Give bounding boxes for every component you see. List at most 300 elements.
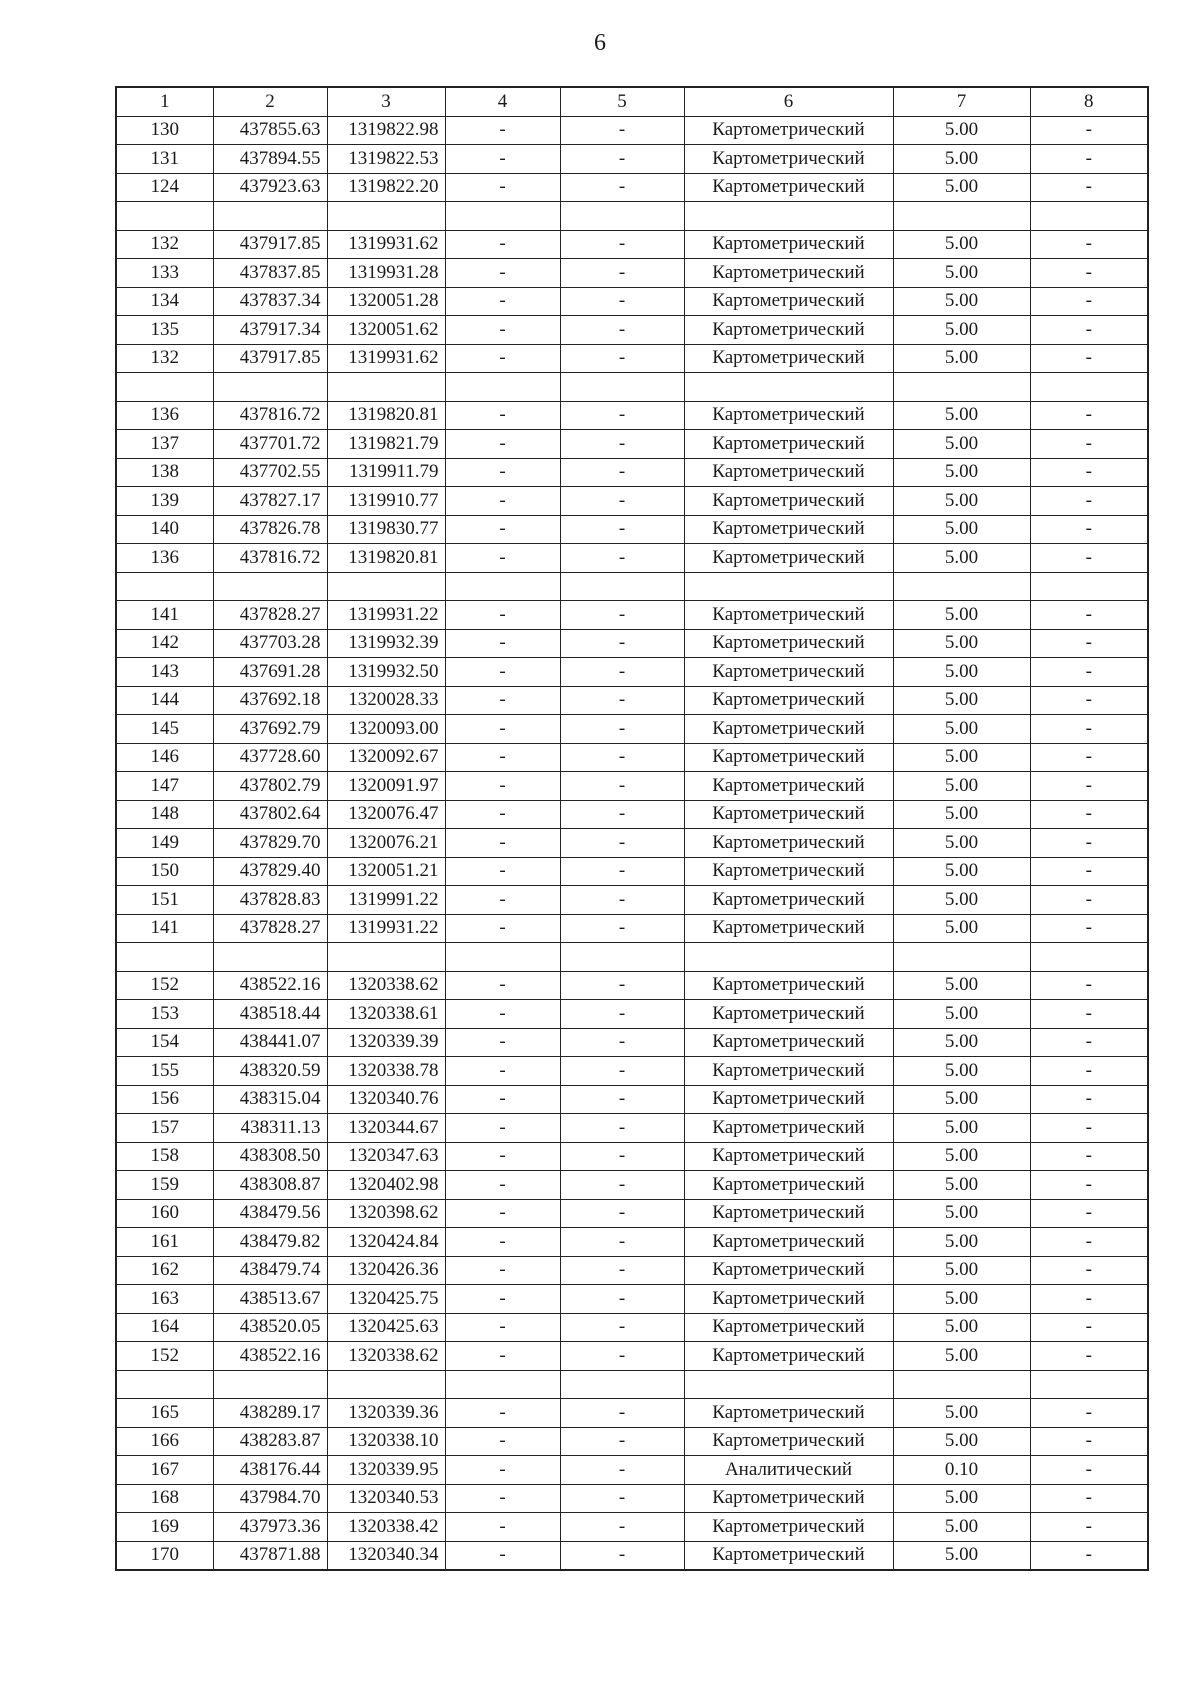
table-cell: 131 [116,145,213,174]
table-cell: Картометрический [684,629,893,658]
table-row [116,686,1148,715]
column-header: 6 [684,87,893,116]
table-cell: - [445,715,560,744]
table-cell: 5.00 [893,658,1030,687]
table-cell: 438320.59 [213,1057,327,1086]
table-cell-empty [327,572,445,601]
table-cell: 5.00 [893,800,1030,829]
table-cell: 153 [116,1000,213,1029]
table-cell: Картометрический [684,886,893,915]
table-cell: - [560,1342,684,1371]
column-header: 5 [560,87,684,116]
table-cell: 1320028.33 [327,686,445,715]
table-cell-empty [1030,202,1148,231]
table-cell: 5.00 [893,259,1030,288]
table-cell-empty [684,943,893,972]
table-cell: 1320051.21 [327,857,445,886]
table-cell: 142 [116,629,213,658]
table-cell: 166 [116,1427,213,1456]
table-cell: 1319822.53 [327,145,445,174]
table-cell: 5.00 [893,1256,1030,1285]
table-cell: - [560,116,684,145]
table-cell: 159 [116,1171,213,1200]
table-cell: Картометрический [684,230,893,259]
table-cell: - [445,629,560,658]
table-row [116,829,1148,858]
table-cell-empty [327,1370,445,1399]
table-row [116,1513,1148,1542]
table-cell: - [445,430,560,459]
table-cell: Картометрический [684,344,893,373]
table-row [116,1028,1148,1057]
table-cell: 136 [116,401,213,430]
table-cell: - [1030,886,1148,915]
table-cell: 140 [116,515,213,544]
table-row [116,515,1148,544]
table-cell: 438518.44 [213,1000,327,1029]
table-cell: - [445,287,560,316]
table-cell: Картометрический [684,715,893,744]
table-cell: 148 [116,800,213,829]
table-cell: - [560,715,684,744]
table-cell: - [1030,829,1148,858]
table-cell: - [1030,1456,1148,1485]
table-cell: Картометрический [684,1313,893,1342]
table-cell: - [560,1456,684,1485]
table-cell-empty [1030,943,1148,972]
table-cell: - [560,458,684,487]
table-cell: - [445,1484,560,1513]
table-cell: - [445,1142,560,1171]
table-separator-row [116,572,1148,601]
table-cell: - [1030,1199,1148,1228]
table-cell: Картометрический [684,1199,893,1228]
table-cell: 1319820.81 [327,544,445,573]
table-cell: 5.00 [893,287,1030,316]
table-cell: - [445,116,560,145]
table-cell: - [445,230,560,259]
table-cell: Картометрический [684,800,893,829]
table-cell: 1320347.63 [327,1142,445,1171]
table-cell: 438522.16 [213,971,327,1000]
table-cell: 1319910.77 [327,487,445,516]
table-row [116,772,1148,801]
table-row [116,715,1148,744]
table-row [116,1085,1148,1114]
table-cell: 438308.87 [213,1171,327,1200]
table-cell: 141 [116,914,213,943]
table-cell: - [560,658,684,687]
column-header: 1 [116,87,213,116]
table-cell: 5.00 [893,173,1030,202]
table-cell: 437829.40 [213,857,327,886]
table-cell: 5.00 [893,487,1030,516]
table-cell: - [560,1057,684,1086]
table-cell: 1320338.61 [327,1000,445,1029]
table-cell: - [560,1085,684,1114]
table-row [116,1114,1148,1143]
table-cell: 138 [116,458,213,487]
table-cell: - [1030,1399,1148,1428]
table-cell: 437692.18 [213,686,327,715]
table-row [116,1256,1148,1285]
table-cell: - [445,259,560,288]
table-cell: Картометрический [684,1000,893,1029]
table-cell: Картометрический [684,857,893,886]
table-cell-empty [684,1370,893,1399]
table-cell: Картометрический [684,1171,893,1200]
table-cell: - [560,430,684,459]
table-cell: Картометрический [684,487,893,516]
table-cell: 5.00 [893,1171,1030,1200]
table-cell: 5.00 [893,772,1030,801]
table-cell: - [560,1541,684,1570]
table-cell: 162 [116,1256,213,1285]
table-cell: 1320051.28 [327,287,445,316]
table-cell: - [560,1228,684,1257]
table-cell: - [1030,515,1148,544]
table-cell-empty [213,1370,327,1399]
table-cell: - [1030,715,1148,744]
table-cell: 5.00 [893,686,1030,715]
table-cell: - [1030,259,1148,288]
table-cell-empty [116,202,213,231]
table-cell: 438479.56 [213,1199,327,1228]
table-cell: 1320425.75 [327,1285,445,1314]
table-cell: Картометрический [684,544,893,573]
table-cell: - [445,829,560,858]
table-cell: 0.10 [893,1456,1030,1485]
table-cell: 135 [116,316,213,345]
table-cell: 5.00 [893,1142,1030,1171]
table-cell-empty [560,373,684,402]
table-cell: 160 [116,1199,213,1228]
table-cell: - [445,1256,560,1285]
table-cell: 5.00 [893,1427,1030,1456]
table-cell: 5.00 [893,1313,1030,1342]
table-cell: - [445,1228,560,1257]
table-cell: 1320339.95 [327,1456,445,1485]
table-cell-empty [327,373,445,402]
table-cell: 5.00 [893,1513,1030,1542]
table-cell: 1320398.62 [327,1199,445,1228]
table-cell: 438315.04 [213,1085,327,1114]
table-cell: Картометрический [684,686,893,715]
table-cell: Картометрический [684,1399,893,1428]
table-cell: - [445,145,560,174]
table-cell: 156 [116,1085,213,1114]
table-cell: 164 [116,1313,213,1342]
table-cell: 437827.17 [213,487,327,516]
table-row [116,287,1148,316]
table-cell: Картометрический [684,316,893,345]
table-cell: 1319931.22 [327,914,445,943]
table-cell: 437917.34 [213,316,327,345]
table-cell: 1319991.22 [327,886,445,915]
table-cell: - [560,1285,684,1314]
table-row [116,145,1148,174]
table-cell: - [560,772,684,801]
table-cell: - [560,259,684,288]
table-cell: - [445,971,560,1000]
table-cell: - [1030,316,1148,345]
table-cell-empty [116,572,213,601]
table-cell: 437973.36 [213,1513,327,1542]
table-cell: 165 [116,1399,213,1428]
table-cell-empty [1030,572,1148,601]
column-header: 7 [893,87,1030,116]
table-cell-empty [1030,1370,1148,1399]
table-cell: - [1030,544,1148,573]
table-cell: 5.00 [893,743,1030,772]
table-cell: 437984.70 [213,1484,327,1513]
table-cell: - [1030,971,1148,1000]
table-cell: 1319911.79 [327,458,445,487]
table-cell: 144 [116,686,213,715]
table-cell: 5.00 [893,1399,1030,1428]
table-cell: 437703.28 [213,629,327,658]
table-cell: - [445,601,560,630]
table-row [116,629,1148,658]
table-cell: 1320076.21 [327,829,445,858]
table-cell: Картометрический [684,287,893,316]
table-cell: - [560,1399,684,1428]
table-cell: 1319931.62 [327,344,445,373]
table-cell: 158 [116,1142,213,1171]
table-cell-empty [445,943,560,972]
table-cell: 438441.07 [213,1028,327,1057]
table-cell: - [445,1285,560,1314]
table-cell-empty [893,1370,1030,1399]
table-row [116,458,1148,487]
table-cell: - [445,1199,560,1228]
table-cell: 5.00 [893,145,1030,174]
table-cell: 1320424.84 [327,1228,445,1257]
table-row [116,743,1148,772]
table-cell: 437701.72 [213,430,327,459]
table-cell: 136 [116,544,213,573]
table-cell: 438308.50 [213,1142,327,1171]
table-cell: - [1030,601,1148,630]
table-cell: 1320092.67 [327,743,445,772]
table-cell: - [560,1484,684,1513]
table-row [116,1285,1148,1314]
table-cell: 157 [116,1114,213,1143]
table-cell: 5.00 [893,1285,1030,1314]
table-cell: 437828.27 [213,914,327,943]
table-cell: Картометрический [684,1057,893,1086]
table-cell: - [1030,1057,1148,1086]
table-cell: Картометрический [684,1427,893,1456]
table-cell: 1320339.36 [327,1399,445,1428]
table-cell: Картометрический [684,1256,893,1285]
table-cell-empty [327,943,445,972]
table-cell: 5.00 [893,971,1030,1000]
table-cell: - [560,344,684,373]
table-row [116,1541,1148,1570]
table-cell: 5.00 [893,1085,1030,1114]
table-cell: - [560,316,684,345]
table-cell: Картометрический [684,1114,893,1143]
table-cell: 169 [116,1513,213,1542]
table-row [116,658,1148,687]
table-row [116,401,1148,430]
table-cell: 5.00 [893,601,1030,630]
table-cell: - [445,316,560,345]
table-cell: 437816.72 [213,544,327,573]
table-cell: - [1030,1028,1148,1057]
table-cell: Аналитический [684,1456,893,1485]
table-cell-empty [560,1370,684,1399]
table-cell: 1319931.62 [327,230,445,259]
table-cell: 139 [116,487,213,516]
table-cell: - [560,1171,684,1200]
table-cell-empty [213,373,327,402]
table-row [116,800,1148,829]
table-cell: 5.00 [893,1057,1030,1086]
table-cell: - [560,401,684,430]
table-cell: - [445,1057,560,1086]
table-cell: - [560,487,684,516]
table-cell: 5.00 [893,1541,1030,1570]
table-cell: - [445,857,560,886]
table-cell-empty [213,943,327,972]
table-cell: - [445,1171,560,1200]
table-cell: 1320344.67 [327,1114,445,1143]
table-cell: - [1030,1541,1148,1570]
table-cell: 438311.13 [213,1114,327,1143]
table-cell: Картометрический [684,259,893,288]
table-cell: 134 [116,287,213,316]
table-cell: 1320338.10 [327,1427,445,1456]
table-cell: - [445,1342,560,1371]
table-row [116,173,1148,202]
table-cell: 146 [116,743,213,772]
table-row [116,971,1148,1000]
table-cell: - [1030,401,1148,430]
table-cell: 132 [116,230,213,259]
table-cell: 161 [116,1228,213,1257]
table-cell: 437871.88 [213,1541,327,1570]
table-cell: - [445,1028,560,1057]
table-cell: 5.00 [893,914,1030,943]
table-cell-empty [445,373,560,402]
coordinates-table [115,86,1149,1571]
table-cell: 170 [116,1541,213,1570]
table-cell: Картометрический [684,914,893,943]
table-row [116,1199,1148,1228]
table-cell-empty [684,373,893,402]
table-cell: 5.00 [893,857,1030,886]
table-cell: 437829.70 [213,829,327,858]
table-cell: 5.00 [893,829,1030,858]
table-cell: - [1030,487,1148,516]
table-cell: - [560,1313,684,1342]
table-cell: - [560,1114,684,1143]
table-cell: Картометрический [684,173,893,202]
table-cell: - [560,1513,684,1542]
table-cell: 437816.72 [213,401,327,430]
table-cell: 437917.85 [213,230,327,259]
table-cell: - [1030,1285,1148,1314]
table-cell: 5.00 [893,1114,1030,1143]
table-cell: - [1030,1427,1148,1456]
table-row [116,544,1148,573]
table-cell: Картометрический [684,743,893,772]
table-cell: - [445,458,560,487]
table-cell: 141 [116,601,213,630]
table-cell: 149 [116,829,213,858]
table-cell: - [1030,230,1148,259]
table-cell: 152 [116,971,213,1000]
page-number: 6 [594,30,606,56]
column-header: 3 [327,87,445,116]
table-cell: 1320339.39 [327,1028,445,1057]
table-cell: - [560,1199,684,1228]
table-cell: Картометрический [684,1342,893,1371]
table-cell: 1320051.62 [327,316,445,345]
table-cell: 1320425.63 [327,1313,445,1342]
table-cell-empty [1030,373,1148,402]
table-cell: - [1030,914,1148,943]
table-cell: - [445,743,560,772]
table-cell: Картометрический [684,829,893,858]
table-cell: - [1030,1342,1148,1371]
table-row [116,1399,1148,1428]
table-cell: - [445,1000,560,1029]
table-cell-empty [116,943,213,972]
table-cell: 145 [116,715,213,744]
table-cell: - [1030,173,1148,202]
table-cell: 143 [116,658,213,687]
table-row [116,1000,1148,1029]
table-cell-empty [560,202,684,231]
table-cell: 438176.44 [213,1456,327,1485]
table-cell: Картометрический [684,145,893,174]
table-cell: - [1030,1228,1148,1257]
table-cell: Картометрический [684,430,893,459]
table-cell: - [560,629,684,658]
table-cell-empty [445,202,560,231]
table-cell: 124 [116,173,213,202]
table-cell: 438479.82 [213,1228,327,1257]
table-cell: 1319931.22 [327,601,445,630]
table-cell: - [1030,658,1148,687]
table-cell: - [1030,800,1148,829]
table-cell: - [1030,1313,1148,1342]
table-cell: 5.00 [893,344,1030,373]
table-cell: 1319821.79 [327,430,445,459]
table-cell: 437828.27 [213,601,327,630]
table-cell: - [445,686,560,715]
table-row [116,1342,1148,1371]
table-cell: - [560,145,684,174]
table-cell: 5.00 [893,230,1030,259]
table-cell: 155 [116,1057,213,1086]
table-cell: Картометрический [684,1285,893,1314]
table-cell: 1320338.62 [327,971,445,1000]
table-row [116,430,1148,459]
table-cell: 1320402.98 [327,1171,445,1200]
table-cell-empty [893,202,1030,231]
table-cell: Картометрический [684,1028,893,1057]
table-row [116,1171,1148,1200]
table-cell: - [445,1456,560,1485]
table-cell-empty [893,572,1030,601]
table-cell: 1319931.28 [327,259,445,288]
table-cell: 130 [116,116,213,145]
table-cell: Картометрический [684,772,893,801]
